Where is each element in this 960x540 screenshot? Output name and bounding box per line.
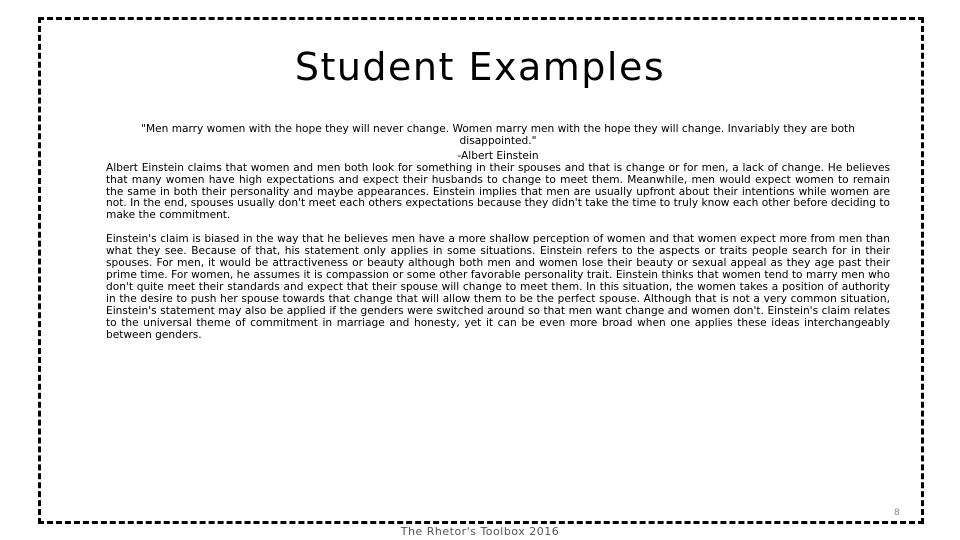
- einstein-quote: "Men marry women with the hope they will never change. Women marry men with the hope they will change. Invariably they are both disappointed.": [141, 123, 855, 147]
- page-number: 8: [894, 508, 900, 518]
- paragraph-2: Einstein's claim is biased in the way that he believes men have a more shallow perception of women and that women expect more from men than what they see. Because of that, his statement only applies in some situations. Einstein refers to the aspects or traits people search for in their spouses. For men, it would be attractiveness or beauty although both men and women lose their beauty or sexual appeal as they age past their prime time. For women, he assumes it is compassion or some other favorable personality trait. Einstein thinks that women tend to marry men who don't quite meet their standards and expect that their spouse will change to meet them. In this situation, the women takes a position of authority in the desire to push her spouse towards that change that will allow them to be the perfect spouse. Although that is not a very common situation, Einstein's statement may also be applied if the genders were switched around so that men want change and women don't. Einstein's claim relates to the universal theme of commitment in marriage and honesty, yet it can be even more broad when one applies these ideas interchangeably between genders.: [106, 233, 890, 341]
- quote-attribution: -Albert Einstein: [457, 149, 539, 162]
- paragraph-1: Albert Einstein claims that women and men both look for something in their spouses and that is change or for men, a lack of change. He believes that many women have high expectations and expect their husbands to change to meet them. Meanwhile, men would expect women to remain the same in both their personality and maybe appearances. Einstein implies that men are usually upfront about their intentions while women are not. In the end, spouses usually don't meet each others expectations because they didn't take the time to truly know each other before deciding to make the commitment.: [106, 161, 890, 222]
- slide-content: [106, 124, 890, 341]
- footer-credit: The Rhetor's Toolbox 2016: [400, 525, 560, 538]
- slide-title: Student Examples: [294, 45, 666, 89]
